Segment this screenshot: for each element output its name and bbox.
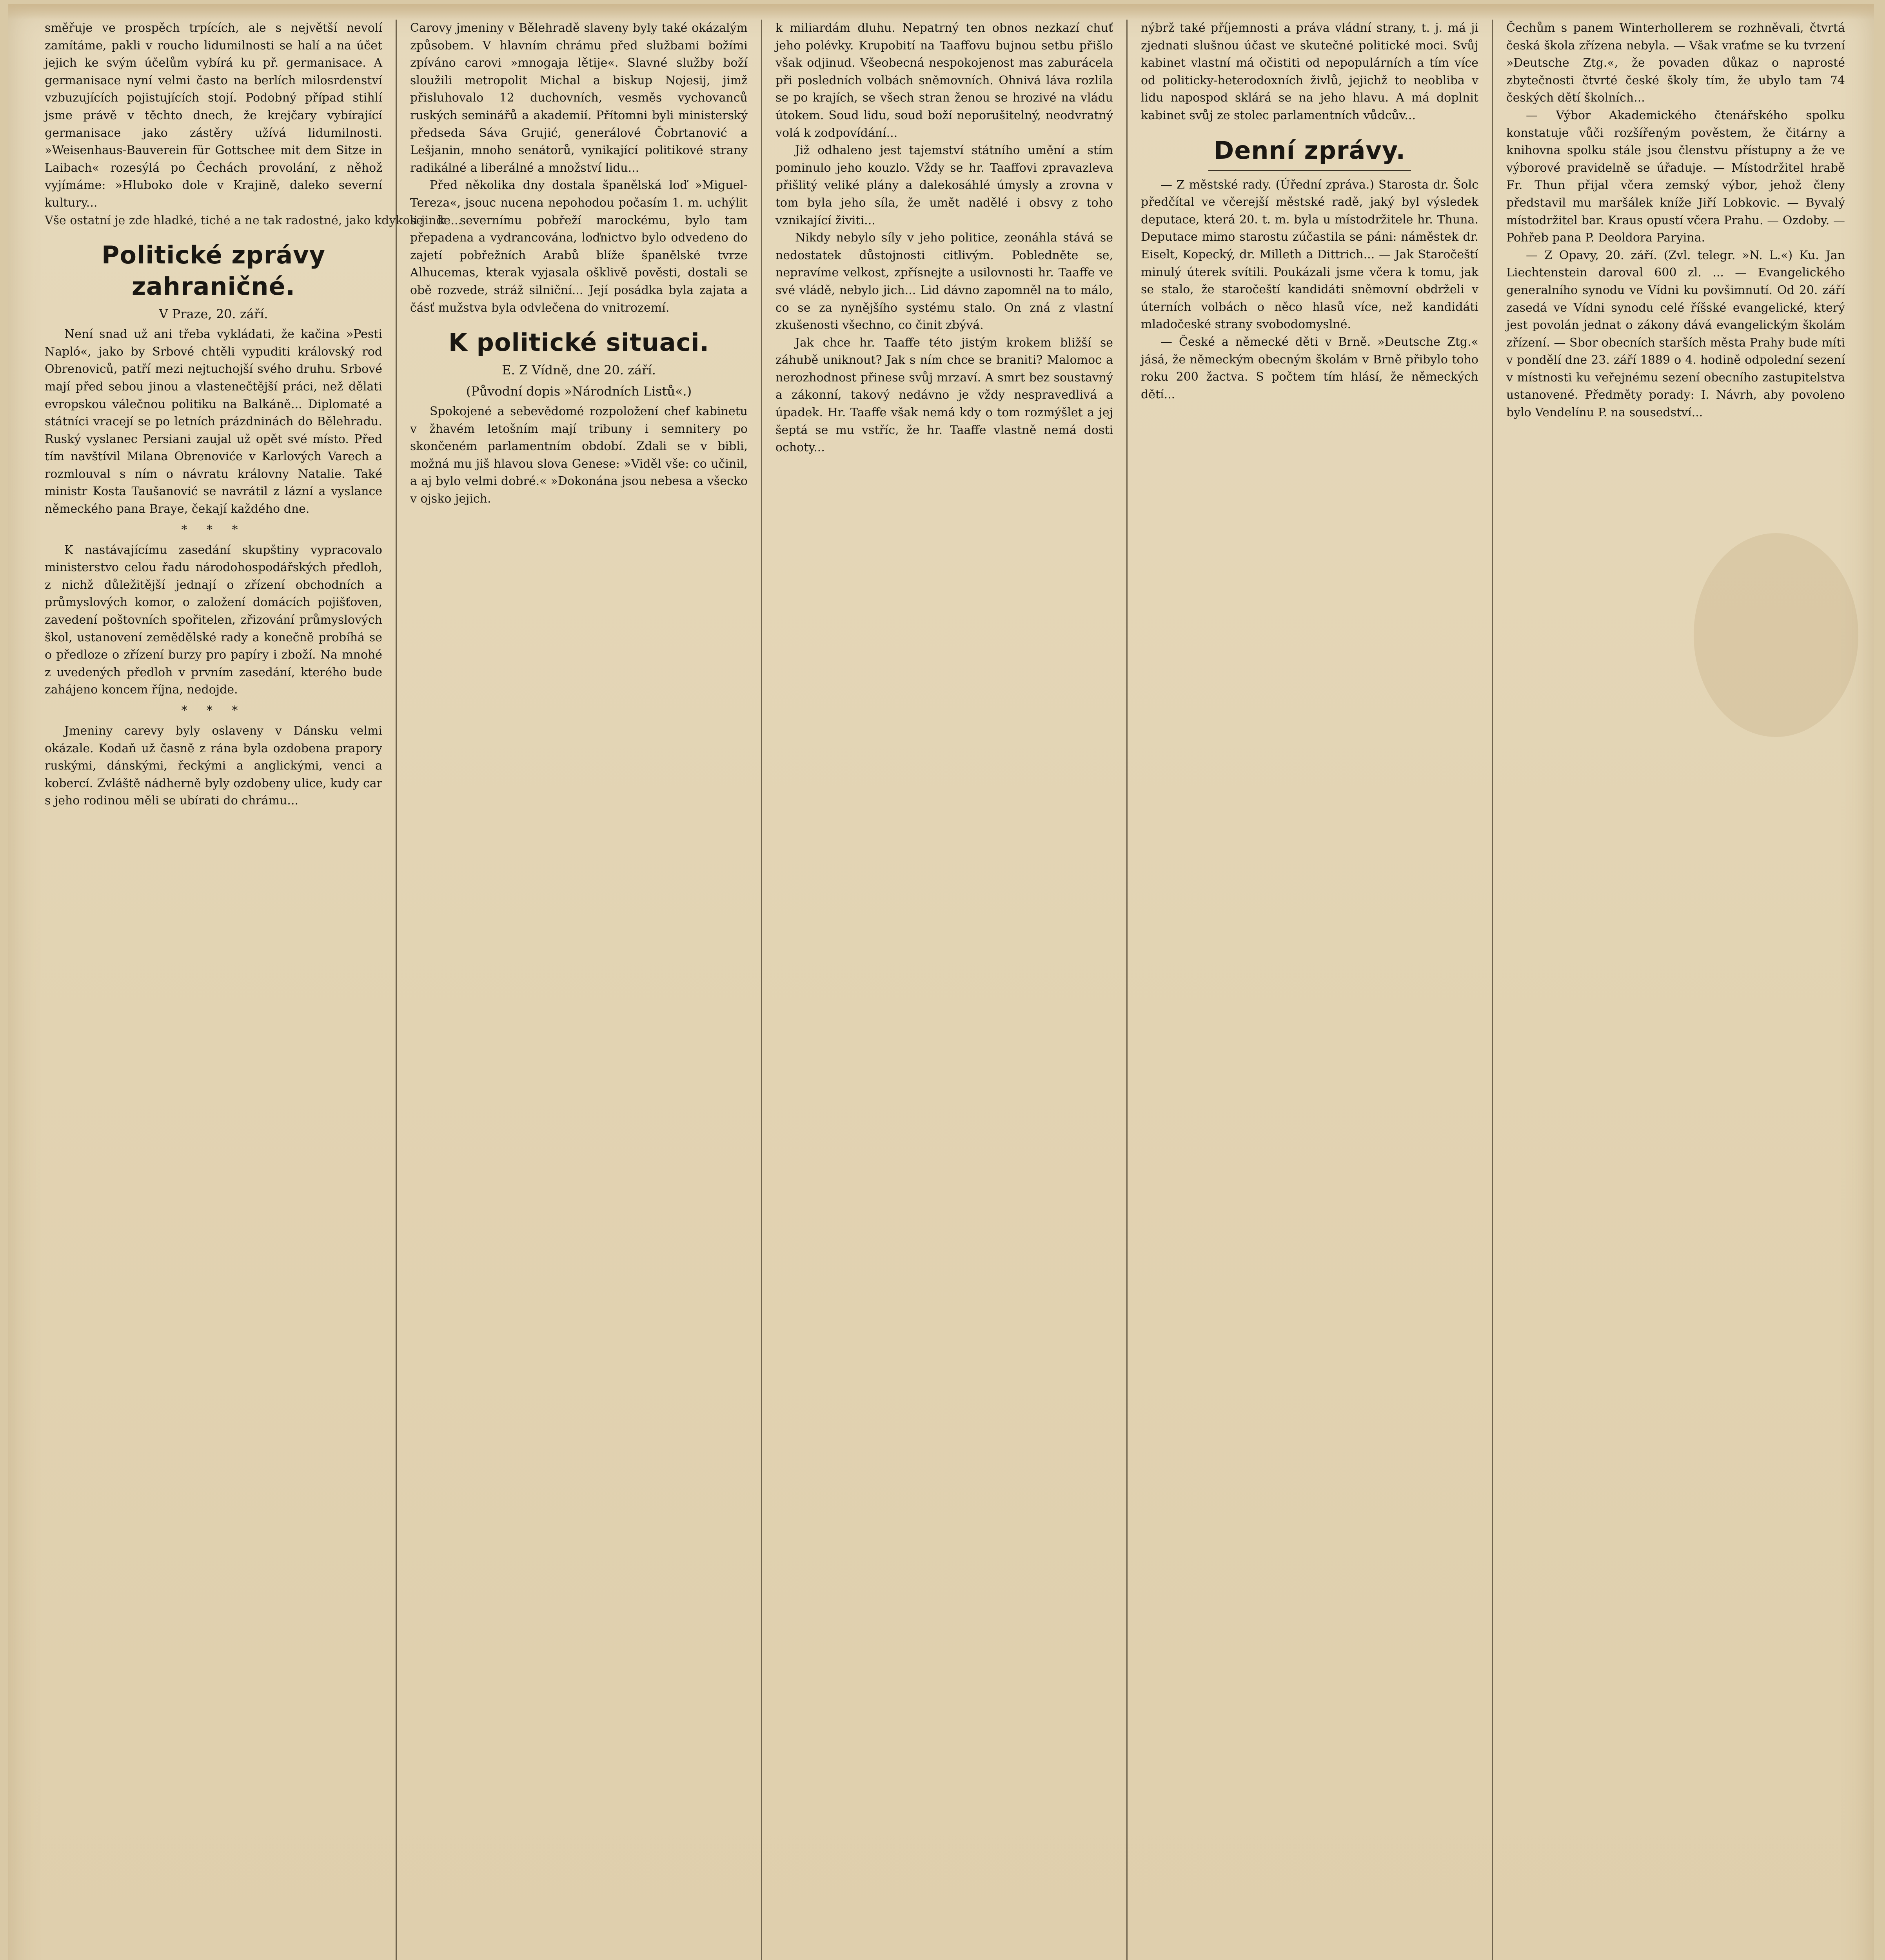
column-1 [31,20,462,1960]
col2-section-title: K politické situaci. [448,328,710,357]
col4-body: — Z městské rady. (Úřední zpráva.) Starosta dr. Šolc předčítal ve včerejší městské radě, jaký byl výsledek deputace, která 20. t. m. byla u místodržitele hr. Thuna. Deputace mimo starostu zúčastila se páni: náměstek dr. Eiselt, Kopecký, dr. Milleth a Dittrich... — Jak Staročeští minulý úterek svítili. Poukázali jsme včera k tomu, jak se stalo, že staročeští kandidáti sněmovní obdrželi v úterních volbách o něco hlasů více, než kandidáti mladočeské strany svobodomyslné. [1141,178,1478,332]
col4-rule [1208,170,1411,171]
col1-separator-2: * * * [181,704,246,717]
col4-section-title: Denní zprávy. [1213,136,1406,165]
col4-body-2: — České a německé děti v Brně. »Deutsche Ztg.« jásá, že německým obecným školám v Brně přibylo toho roku 200 žactva. S počtem tím hlásí, že německých dětí... [1141,335,1478,401]
col5-body-2: — Z Opavy, 20. září. (Zvl. telegr. »N. L.«) Ku. Jan Liechtenstein daroval 600 zl. ... — Evangelického generalního synodu ve Vídni ku povšimnutí. Od 20. září zasedá ve Vídni synodu celé říšské evangelické, který jest povolán jednat o zákony dává evangelickým školám zřízení. — Sbor obecních starších města Prahy bude míti v pondělí dne 23. září 1889 o 4. hodině odpolední sezení v místnosti ku veřejnému sezení obecního zastupitelstva ustanovené. Předměty porady: I. Návrh, aby povoleno bylo Vendelínu P. na sousedství... [1506,248,1845,420]
col4-lead: nýbrž také příjemnosti a práva vládní strany, t. j. má ji zjednati slušnou účast ve skutečné politické moci. Svůj kabinet vlastní má očistiti od nepopulárních a tím více od politicky-heterodoxních živlů, jejichž to neobliba v lidu napospod sklárá se na jeho hlavu. A má doplnit kabinet svůj ze stolec parlamentních vůdcův... [1141,21,1478,122]
col2-body-2: Spokojené a sebevědomé rozpoložení chef kabinetu v žhavém letošním mají tribuny i semnitery po skončeném parlamentním období. Zdali se v bibli, možná mu jiš hlavou slova Genese: »Viděl vše: co učinil, a aj bylo velmi dobré.« »Dokonána jsou nebesa a všecko v ojsko jejich. [410,405,748,506]
col3-lead: k miliardám dluhu. Nepatrný ten obnos nezkazí chuť jeho polévky. Krupobití na Taaffovu bujnou setbu přišlo však odjinud. Všeobecná nespokojenost mas zaburácela při posledních volbách sněmovních. Ohnivá láva rozlila se po krajích, se všech stran ženou se hrozivé na vládu útokem. Soud lidu, soud boží neporušitelný, neodvratný volá k zodpovídání... [775,21,1113,140]
col1-body-3: Jmeniny carevy byly oslaveny v Dánsku velmi okázale. Kodaň už časně z rána byla ozdobena prapory ruskými, dánskými, řeckými a anglickými, venci a kobercí. Zvláště nádherně byly ozdobeny ulice, kudy car s jeho rodinou měli se ubírati do chrámu... [45,724,382,808]
page-edge [8,4,1874,20]
col5-lead: Čechům s panem Winterhollerem se rozhněvali, čtvrtá česká škola zřízena nebyla. — Však vraťme se ku tvrzení »Deutsche Ztg.«, že povaden důkaz o naprosté zbytečnosti čtvrté české školy tím, že ubylo tam 74 českých dětí školních... [1506,21,1845,105]
col3-body-2: Nikdy nebylo síly v jeho politice, zeonáhla stává se nedostatek důstojnosti citlivým. Pobledněte se, nepravíme velkost, zpřísnejte a usilovnosti hr. Taaffe ve své vládě, nebylo jich... Lid dávno zapomněl na to málo, co se za nynějšího systému stalo. On zná z vlastní zkušenosti všechno, co činit zbývá. [775,231,1113,332]
column-2 [397,20,762,1960]
col2-dateline: E. Z Vídně, dne 20. září. [502,363,656,378]
column-3 [762,20,1128,1960]
newspaper-page [8,4,1874,1960]
col1-dateline: V Praze, 20. září. [159,307,268,322]
column-4 [1128,20,1493,1960]
col5-body: — Výbor Akademického čtenářského spolku konstatuje vůči rozšířeným pověstem, že čitárny a knihovna spolku stále jsou členstvu přístupny a že ve výborové pravidelně se úřaduje. — Místodržitel hrabě Fr. Thun přijal včera zemský výbor, jehož členy představil mu maršálek kníže Jiří Lobkovic. — Byvalý místodržitel bar. Kraus opustí včera Prahu. — Ozdoby. — Pohřeb pana P. Deoldora Paryina. [1506,108,1845,245]
col1-section-title: Politické zprávy zahraničné. [101,241,326,301]
col1-separator: * * * [181,523,246,537]
col3-body: Již odhaleno jest tajemství státního umění a stím pominulo jeho kouzlo. Vždy se hr. Taaffovi zpravazleva přišlitý veliké plány a dalekosáhlé úmysly a zrovna v tom byla jeho síla, že umět nadělé i obsvy z toho vznikající živiti... [775,143,1113,227]
col2-body: Před několika dny dostala španělská loď »Miguel-Tereza«, jsouc nucena nepohodou počasím 1. m. uchýlit se k severnímu pobřeží marockému, bylo tam přepadena a vydrancována, loďnictvo bylo odvedeno do zajetí pobřežních Arabů blíže španělské tvrze Alhucemas, kterak vyjasala ošklivě pověsti, dostali se obě rozvede, stráž silniční... Její posádka byla zajata a čásť mužstva byla odvlečena do vnitrozemí. [410,178,748,315]
column-5 [1493,20,1858,1960]
col2-subline: (Původní dopis »Národních Listů«.) [466,384,692,399]
col1-continuation: Vše ostatní je zde hladké, tiché a ne tak radostné, jako kdykoli jinde... [45,213,462,227]
col1-body-2: K nastávajícímu zasedání skupštiny vypracovalo ministerstvo celou řadu národohospodářských předloh, z nichž důležitější jednají o zřízení obchodních a průmyslových komor, o založení domácích pojišťoven, zavedení poštovních spořitelen, zřizování průmyslových škol, ustanovení zemědělské rady a konečně probíhá se o předloze o zřízení burzy pro papíry i zboží. Na mnohé z uvedených předloh v prvním zasedání, kterého bude zahájeno koncem října, nedojde. [45,543,382,697]
col1-lead: směřuje ve prospěch trpících, ale s největší nevolí zamítáme, pakli v roucho lidumilnosti se halí a na účet jejich ke svým účelům vybírá ku př. germanisace. A germanisace nyní velmi často na berlích milosrdenství vzbuzujících pojistujících stojí. Podobný případ stihlí jsme právě v těchto dnech, že krejčary vybírající germanisace jako zástěry užívá lidumilnosti. »Weisenhaus-Bauverein für Gottschee mit dem Sitze in Laibach« rozesýlá po Čechách provolání, z něhož vyjímáme: »Hluboko dole v Krajině, daleko severní kultury... [45,21,382,210]
text-columns [31,20,1858,1960]
col1-body: Není snad už ani třeba vykládati, že kačina »Pesti Napló«, jako by Srbové chtěli vypuditi královský rod Obrenoviců, patří mezi nejtuchojší svého druhu. Srbové mají před sebou jinou a vlastenečtější práci, než dělati evropskou válečnou politiku na Balkáně... Diplomaté a státníci vracejí se po letních prázdninách do Bělehradu. Ruský vyslanec Persiani zaujal už opět své místo. Před tím navštívil Milana Obrenoviće v Karlových Varech a rozmlouval s ním o návratu královny Natalie. Také ministr Kosta Taušanović se navrátil z lázní a vyslance německého pana Braye, čekají každého dne. [45,327,382,516]
col3-body-3: Jak chce hr. Taaffe této jistým krokem bližší se záhubě uniknout? Jak s ním chce se braniti? Malomoc a nerozhodnost přinese svůj mrzaví. A smrt bez soustavný a zákonní, takový nedávno je vždy nespravedlivá a úpadek. Hr. Taaffe však nemá kdy o tom rozmýšlet a jej šeptá se mu vstříc, že hr. Taaffe vlastně nemá dosti ochoty... [775,336,1113,455]
col2-lead: Carovy jmeniny v Bělehradě slaveny byly také okázalým způsobem. V hlavním chrámu před službami božími zpíváno carovi »mnogaja lětije«. Slavné služby boží sloužili metropolit Michal a biskup Nojesij, jimž přisluhovalo 12 duchovních, vesměs vychovanců ruských seminářů a akademií. Přítomni byli ministerský předseda Sáva Grujić, generálové Čobrtanović a Lešjanin, mnoho senátorů, vynikající politikové strany radikálné a liberálné a množství lidu... [410,21,748,175]
